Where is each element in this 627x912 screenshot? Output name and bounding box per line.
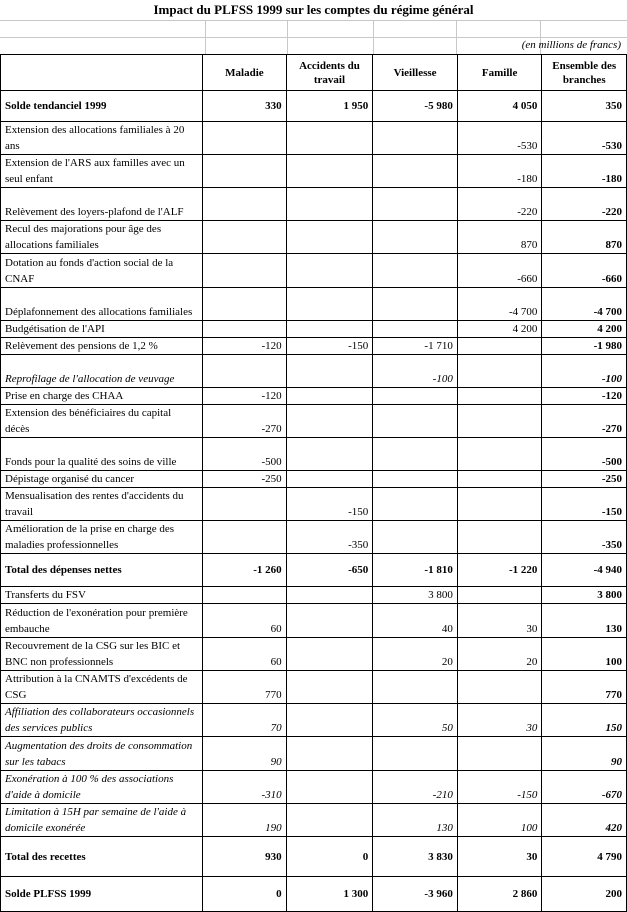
cell-vieillesse: 130 — [373, 804, 458, 837]
blank-row — [0, 20, 627, 38]
table-row — [1, 471, 627, 488]
table-row — [1, 405, 627, 438]
cell-maladie: 60 — [203, 638, 287, 671]
cell-maladie: 330 — [203, 91, 287, 122]
row-label: Réduction de l'exonération pour première embauche — [1, 604, 203, 638]
cell-maladie: 70 — [203, 704, 287, 737]
row-label: Exonération à 100 % des associations d'aide à domicile — [1, 771, 203, 804]
row-label: Total des recettes — [1, 837, 203, 877]
cell-famille — [457, 388, 542, 405]
cell-famille — [457, 355, 542, 388]
header-maladie: Maladie — [203, 55, 287, 91]
impact-table — [0, 54, 627, 912]
cell-vieillesse: 50 — [373, 704, 458, 737]
cell-ensemble-des-branches: 4 200 — [542, 321, 627, 338]
cell-vieillesse — [373, 405, 458, 438]
header-famille: Famille — [457, 55, 542, 91]
row-label: Recul des majorations pour âge des allocations familiales — [1, 221, 203, 254]
row-label: Limitation à 15H par semaine de l'aide à domicile exonérée — [1, 804, 203, 837]
row-label: Augmentation des droits de consommation sur les tabacs — [1, 737, 203, 771]
unit-row — [0, 37, 627, 54]
unit-note: (en millions de francs) — [521, 39, 621, 51]
cell-vieillesse: -1 810 — [373, 554, 458, 587]
cell-accidents-du-travail — [286, 638, 373, 671]
cell-vieillesse: -3 960 — [373, 877, 458, 912]
cell-vieillesse: 40 — [373, 604, 458, 638]
table-row — [1, 877, 627, 912]
table-row — [1, 704, 627, 737]
cell-accidents-du-travail — [286, 254, 373, 288]
row-label: Total des dépenses nettes — [1, 554, 203, 587]
cell-ensemble-des-branches: 200 — [542, 877, 627, 912]
cell-famille: 20 — [457, 638, 542, 671]
cell-accidents-du-travail: -650 — [286, 554, 373, 587]
cell-maladie — [203, 155, 287, 188]
cell-accidents-du-travail: 1 950 — [286, 91, 373, 122]
table-row — [1, 604, 627, 638]
cell-ensemble-des-branches: -120 — [542, 388, 627, 405]
cell-accidents-du-travail — [286, 604, 373, 638]
cell-ensemble-des-branches: -250 — [542, 471, 627, 488]
cell-ensemble-des-branches: -100 — [542, 355, 627, 388]
cell-maladie — [203, 355, 287, 388]
row-label: Extension des bénéficiaires du capital décès — [1, 405, 203, 438]
cell-famille — [457, 737, 542, 771]
cell-maladie — [203, 488, 287, 521]
table-row — [1, 254, 627, 288]
cell-famille — [457, 338, 542, 355]
cell-maladie — [203, 122, 287, 155]
row-label: Mensualisation des rentes d'accidents du travail — [1, 488, 203, 521]
cell-famille — [457, 671, 542, 704]
cell-accidents-du-travail — [286, 671, 373, 704]
cell-maladie: 90 — [203, 737, 287, 771]
row-label: Extension de l'ARS aux familles avec un seul enfant — [1, 155, 203, 188]
table-row — [1, 438, 627, 471]
row-label: Affiliation des collaborateurs occasionnels des services publics — [1, 704, 203, 737]
cell-ensemble-des-branches: 90 — [542, 737, 627, 771]
cell-maladie: -250 — [203, 471, 287, 488]
cell-accidents-du-travail — [286, 288, 373, 321]
header-accidents-du-travail: Accidents du travail — [286, 55, 373, 91]
row-label: Solde PLFSS 1999 — [1, 877, 203, 912]
cell-accidents-du-travail — [286, 471, 373, 488]
cell-maladie: -120 — [203, 388, 287, 405]
cell-vieillesse — [373, 288, 458, 321]
table-row — [1, 355, 627, 388]
cell-ensemble-des-branches: -670 — [542, 771, 627, 804]
cell-vieillesse: 3 800 — [373, 587, 458, 604]
cell-accidents-du-travail — [286, 355, 373, 388]
table-row — [1, 737, 627, 771]
cell-famille: -530 — [457, 122, 542, 155]
cell-vieillesse — [373, 737, 458, 771]
cell-famille: -1 220 — [457, 554, 542, 587]
cell-famille: -4 700 — [457, 288, 542, 321]
cell-famille: 30 — [457, 704, 542, 737]
cell-famille: 30 — [457, 837, 542, 877]
cell-ensemble-des-branches: 420 — [542, 804, 627, 837]
cell-accidents-du-travail — [286, 587, 373, 604]
row-label: Budgétisation de l'API — [1, 321, 203, 338]
cell-maladie: 190 — [203, 804, 287, 837]
cell-maladie: -310 — [203, 771, 287, 804]
header-ensemble-des-branches: Ensemble des branches — [542, 55, 627, 91]
cell-vieillesse — [373, 221, 458, 254]
cell-vieillesse — [373, 521, 458, 554]
header-row — [1, 55, 627, 91]
cell-accidents-du-travail — [286, 804, 373, 837]
cell-vieillesse: -5 980 — [373, 91, 458, 122]
table-row — [1, 188, 627, 221]
table-row — [1, 804, 627, 837]
cell-famille: 4 050 — [457, 91, 542, 122]
row-label: Prise en charge des CHAA — [1, 388, 203, 405]
cell-maladie: 0 — [203, 877, 287, 912]
cell-accidents-du-travail — [286, 188, 373, 221]
cell-vieillesse: -100 — [373, 355, 458, 388]
cell-vieillesse — [373, 471, 458, 488]
cell-famille: -220 — [457, 188, 542, 221]
row-label: Attribution à la CNAMTS d'excédents de CSG — [1, 671, 203, 704]
cell-ensemble-des-branches: 130 — [542, 604, 627, 638]
header-vieillesse: Vieillesse — [373, 55, 458, 91]
table-row — [1, 288, 627, 321]
cell-ensemble-des-branches: 350 — [542, 91, 627, 122]
cell-famille — [457, 521, 542, 554]
table-row — [1, 91, 627, 122]
cell-maladie: 60 — [203, 604, 287, 638]
cell-maladie: -1 260 — [203, 554, 287, 587]
cell-ensemble-des-branches: 150 — [542, 704, 627, 737]
cell-maladie: -120 — [203, 338, 287, 355]
cell-ensemble-des-branches: 4 790 — [542, 837, 627, 877]
cell-famille: 100 — [457, 804, 542, 837]
table-row — [1, 837, 627, 877]
cell-ensemble-des-branches: -180 — [542, 155, 627, 188]
row-label: Amélioration de la prise en charge des maladies professionnelles — [1, 521, 203, 554]
cell-maladie: -270 — [203, 405, 287, 438]
cell-ensemble-des-branches: 870 — [542, 221, 627, 254]
cell-famille: -660 — [457, 254, 542, 288]
cell-ensemble-des-branches: 770 — [542, 671, 627, 704]
table-row — [1, 321, 627, 338]
row-label: Déplafonnement des allocations familiales — [1, 288, 203, 321]
cell-ensemble-des-branches: -270 — [542, 405, 627, 438]
cell-ensemble-des-branches: -660 — [542, 254, 627, 288]
cell-vieillesse — [373, 388, 458, 405]
cell-ensemble-des-branches: 100 — [542, 638, 627, 671]
cell-accidents-du-travail — [286, 321, 373, 338]
cell-ensemble-des-branches: -4 940 — [542, 554, 627, 587]
table-row — [1, 587, 627, 604]
row-label: Reprofilage de l'allocation de veuvage — [1, 355, 203, 388]
cell-maladie — [203, 321, 287, 338]
row-label: Relèvement des pensions de 1,2 % — [1, 338, 203, 355]
title-row — [0, 0, 627, 21]
cell-maladie — [203, 587, 287, 604]
table-row — [1, 155, 627, 188]
row-label: Solde tendanciel 1999 — [1, 91, 203, 122]
cell-famille: -150 — [457, 771, 542, 804]
cell-maladie: 770 — [203, 671, 287, 704]
cell-ensemble-des-branches: -350 — [542, 521, 627, 554]
cell-famille: 870 — [457, 221, 542, 254]
cell-vieillesse — [373, 488, 458, 521]
page-title: Impact du PLFSS 1999 sur les comptes du régime général — [153, 2, 474, 17]
cell-maladie — [203, 288, 287, 321]
cell-accidents-du-travail — [286, 388, 373, 405]
cell-accidents-du-travail: -150 — [286, 338, 373, 355]
cell-ensemble-des-branches: -150 — [542, 488, 627, 521]
cell-famille: 30 — [457, 604, 542, 638]
cell-maladie: 930 — [203, 837, 287, 877]
table-row — [1, 521, 627, 554]
cell-ensemble-des-branches: -220 — [542, 188, 627, 221]
table-row — [1, 554, 627, 587]
row-label: Fonds pour la qualité des soins de ville — [1, 438, 203, 471]
row-label: Recouvrement de la CSG sur les BIC et BNC non professionnels — [1, 638, 203, 671]
cell-maladie — [203, 221, 287, 254]
cell-famille: -180 — [457, 155, 542, 188]
cell-accidents-du-travail — [286, 704, 373, 737]
cell-accidents-du-travail — [286, 438, 373, 471]
table-row — [1, 671, 627, 704]
cell-accidents-du-travail — [286, 737, 373, 771]
table-row — [1, 388, 627, 405]
table-row — [1, 122, 627, 155]
cell-accidents-du-travail: 1 300 — [286, 877, 373, 912]
table-row — [1, 338, 627, 355]
cell-maladie — [203, 521, 287, 554]
row-label: Dépistage organisé du cancer — [1, 471, 203, 488]
cell-ensemble-des-branches: 3 800 — [542, 587, 627, 604]
table-row — [1, 488, 627, 521]
cell-vieillesse — [373, 155, 458, 188]
cell-accidents-du-travail: 0 — [286, 837, 373, 877]
cell-maladie: -500 — [203, 438, 287, 471]
cell-ensemble-des-branches: -530 — [542, 122, 627, 155]
cell-ensemble-des-branches: -1 980 — [542, 338, 627, 355]
cell-ensemble-des-branches: -500 — [542, 438, 627, 471]
cell-famille — [457, 587, 542, 604]
cell-maladie — [203, 254, 287, 288]
row-label: Extension des allocations familiales à 20 ans — [1, 122, 203, 155]
cell-vieillesse — [373, 321, 458, 338]
cell-vieillesse — [373, 254, 458, 288]
cell-famille — [457, 405, 542, 438]
cell-ensemble-des-branches: -4 700 — [542, 288, 627, 321]
cell-famille — [457, 471, 542, 488]
cell-accidents-du-travail — [286, 155, 373, 188]
cell-famille: 2 860 — [457, 877, 542, 912]
row-label: Transferts du FSV — [1, 587, 203, 604]
cell-vieillesse — [373, 122, 458, 155]
cell-accidents-du-travail: -150 — [286, 488, 373, 521]
cell-accidents-du-travail: -350 — [286, 521, 373, 554]
table-row — [1, 638, 627, 671]
cell-famille — [457, 488, 542, 521]
cell-vieillesse: 20 — [373, 638, 458, 671]
table-body — [1, 91, 627, 912]
cell-famille — [457, 438, 542, 471]
cell-vieillesse: 3 830 — [373, 837, 458, 877]
cell-vieillesse: -210 — [373, 771, 458, 804]
cell-accidents-du-travail — [286, 122, 373, 155]
cell-vieillesse — [373, 671, 458, 704]
row-label: Dotation au fonds d'action social de la CNAF — [1, 254, 203, 288]
cell-maladie — [203, 188, 287, 221]
cell-accidents-du-travail — [286, 405, 373, 438]
cell-vieillesse — [373, 188, 458, 221]
header-label — [1, 55, 203, 91]
table-row — [1, 221, 627, 254]
row-label: Relèvement des loyers-plafond de l'ALF — [1, 188, 203, 221]
cell-vieillesse — [373, 438, 458, 471]
cell-famille: 4 200 — [457, 321, 542, 338]
table-row — [1, 771, 627, 804]
cell-accidents-du-travail — [286, 221, 373, 254]
cell-accidents-du-travail — [286, 771, 373, 804]
cell-vieillesse: -1 710 — [373, 338, 458, 355]
